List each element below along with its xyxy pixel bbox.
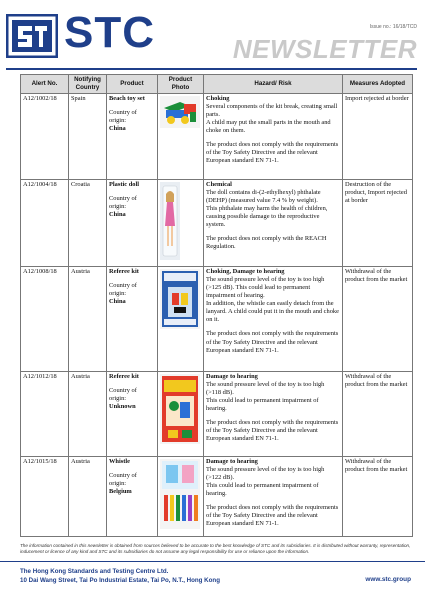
origin-country: China [109, 211, 126, 219]
alerts-table [20, 74, 413, 537]
hazard-text: This phthalate may harm the health of children, causing possible damage to the reproductive system. [206, 205, 328, 229]
col-header-hazard: Hazard/ Risk [204, 75, 343, 94]
hazard-compliance: The product does not comply with the requirements of the Toy Safety Directive and the relevant European standard EN 71-1. [206, 504, 339, 528]
product-cell [107, 372, 158, 457]
hazard-cell [204, 457, 343, 537]
alert-no: A12/1012/18 [21, 372, 69, 457]
origin-country: Belgium [109, 488, 132, 496]
photo-cell [158, 267, 204, 372]
referee-kit-photo [160, 269, 200, 329]
product-cell [107, 267, 158, 372]
table-row [21, 180, 413, 267]
notifying-country: Spain [69, 94, 107, 180]
hazard-compliance: The product does not comply with the requirements of the Toy Safety Directive and the relevant European standard EN 71-1. [206, 141, 339, 165]
website-link[interactable]: www.stc.group [365, 576, 411, 583]
notifying-country: Austria [69, 372, 107, 457]
alert-no: A12/1002/18 [21, 94, 69, 180]
product-name: Plastic doll [109, 181, 139, 188]
origin-country: Unknown [109, 403, 136, 411]
logo-text: STC [64, 8, 155, 57]
hazard-text: Several components of the kit break, creating small parts. [206, 103, 338, 119]
company-info [20, 568, 220, 586]
table-row [21, 94, 413, 180]
product-name: Referee kit [109, 373, 139, 380]
hazard-cell [204, 180, 343, 267]
alert-no: A12/1015/18 [21, 457, 69, 537]
product-name: Whistle [109, 458, 130, 465]
hazard-text: The doll contains di-(2-ethylhexyl) phthalate (DEHP) (measured value 7.4 % by weight). [206, 189, 321, 205]
whistles-photo [160, 459, 200, 529]
hazard-text: The sound pressure level of the toy is too high (>125 dB). This could lead to permanent impairment of hearing. [206, 276, 325, 300]
hazard-title: Choking [206, 95, 230, 102]
alert-no: A12/1008/18 [21, 267, 69, 372]
hazard-title: Chemical [206, 181, 232, 188]
origin-label: Country of origin: [109, 387, 137, 403]
footer-divider [0, 561, 425, 562]
table-header-row [21, 75, 413, 94]
company-address: 10 Dai Wang Street, Tai Po Industrial Estate, Tai Po, N.T., Hong Kong [20, 576, 220, 584]
hazard-text: This could lead to permanent impairment of hearing. [206, 482, 319, 498]
notifying-country: Austria [69, 457, 107, 537]
table-row [21, 267, 413, 372]
product-name: Referee kit [109, 268, 139, 275]
hazard-text: In addition, the whistle can easily detach from the lanyard. A child could put it in the mouth and choke on it. [206, 300, 339, 324]
issue-number: Issue no.: 16/18/TCD [369, 24, 417, 30]
hazard-title: Damage to hearing [206, 373, 258, 380]
notifying-country: Croatia [69, 180, 107, 267]
origin-country: China [109, 125, 126, 133]
hazard-cell [204, 94, 343, 180]
origin-label: Country of origin: [109, 109, 137, 125]
disclaimer: The information contained in this newsletter is obtained from sources believed to be accurate to the best knowledge of STC and its subsidiaries. It is distributed without warranty, representation, inducement or licence of any kind and STC and its subsidiaries do not assume any legal responsibility for use or reliance upon the information. [20, 543, 411, 554]
product-cell [107, 180, 158, 267]
col-header-country: Notifying Country [69, 75, 107, 94]
origin-country: China [109, 298, 126, 306]
plastic-doll-photo [160, 182, 180, 260]
hazard-compliance: The product does not comply with the requirements of the Toy Safety Directive and the relevant European standard EN 71-1. [206, 419, 339, 443]
measures-adopted: Import rejected at border [343, 94, 413, 180]
hazard-compliance: The product does not comply with the requirements of the Toy Safety Directive and the relevant European standard EN 71-1. [206, 330, 339, 354]
col-header-measures: Measures Adopted [343, 75, 413, 94]
table-row [21, 457, 413, 537]
col-header-photo: Product Photo [158, 75, 204, 94]
measures-adopted: Destruction of the product, Import rejected at border [343, 180, 413, 267]
measures-adopted: Withdrawal of the product from the market [343, 457, 413, 537]
origin-label: Country of origin: [109, 472, 137, 488]
product-cell [107, 94, 158, 180]
photo-cell [158, 94, 204, 180]
origin-label: Country of origin: [109, 282, 137, 298]
alert-no: A12/1004/18 [21, 180, 69, 267]
col-header-product: Product [107, 75, 158, 94]
notifying-country: Austria [69, 267, 107, 372]
hazard-title: Damage to hearing [206, 458, 258, 465]
hazard-cell [204, 267, 343, 372]
hazard-text: This could lead to permanent impairment of hearing. [206, 397, 319, 413]
measures-adopted: Withdrawal of the product from the market [343, 267, 413, 372]
beach-toy-photo [160, 96, 200, 128]
company-name: The Hong Kong Standards and Testing Centre Ltd. [20, 568, 169, 575]
hazard-text: The sound pressure level of the toy is too high (>118 dB). [206, 381, 325, 397]
stc-logo-mark-icon [6, 14, 58, 58]
hazard-text: The sound pressure level of the toy is too high (>122 dB). [206, 466, 325, 482]
photo-cell [158, 372, 204, 457]
newsletter-title: NEWSLETTER [232, 34, 417, 64]
stc-logo [6, 8, 166, 60]
hazard-cell [204, 372, 343, 457]
header-divider [6, 68, 417, 70]
product-cell [107, 457, 158, 537]
hazard-text: A child may put the small parts in the mouth and choke on them. [206, 119, 331, 135]
photo-cell [158, 457, 204, 537]
measures-adopted: Withdrawal of the product from the market [343, 372, 413, 457]
referee-kit-2-photo [160, 374, 200, 444]
photo-cell [158, 180, 204, 267]
hazard-title: Choking, Damage to hearing [206, 268, 285, 275]
table-row [21, 372, 413, 457]
origin-label: Country of origin: [109, 195, 137, 211]
col-header-alert-no: Alert No. [21, 75, 69, 94]
product-name: Beach toy set [109, 95, 145, 102]
hazard-compliance: The product does not comply with the REACH Regulation. [206, 235, 327, 251]
